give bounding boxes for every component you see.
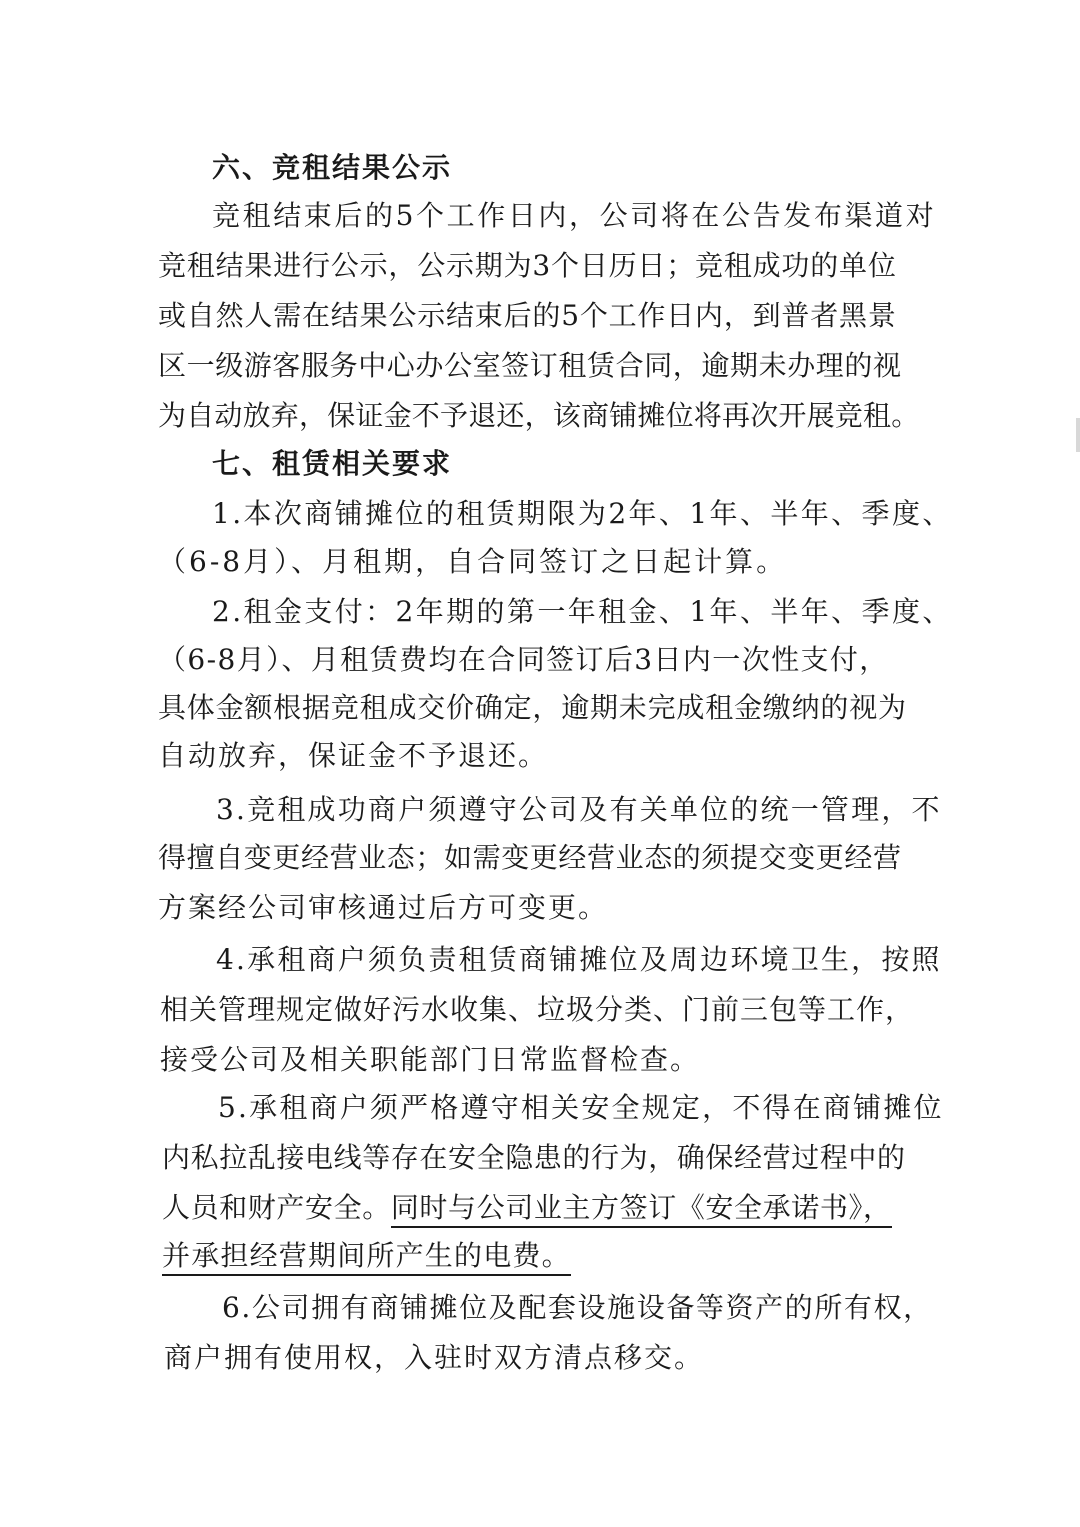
item2-line-2: （6-8月）、月租赁费均在合同签订后3日内一次性支付， bbox=[158, 643, 889, 676]
item5-underlined-text-1: 同时与公司业主方签订《安全承诺书》， bbox=[391, 1191, 892, 1228]
section6-line-5: 为自动放弃，保证金不予退还，该商铺摊位将再次开展竞租。 bbox=[158, 399, 920, 432]
section6-line-3: 或自然人需在结果公示结束后的5个工作日内，到普者黑景 bbox=[158, 299, 897, 332]
item5-line-3 bbox=[162, 1184, 892, 1232]
item2-line-3: 具体金额根据竞租成交价确定，逾期未完成租金缴纳的视为 bbox=[158, 691, 907, 724]
section-heading-6: 六、竞租结果公示 bbox=[212, 151, 453, 184]
item6-line-1: 6.公司拥有商铺摊位及配套设施设备等资产的所有权， bbox=[222, 1291, 933, 1324]
section-heading-7: 七、租赁相关要求 bbox=[212, 447, 453, 480]
scan-edge-mark bbox=[1076, 418, 1080, 452]
section6-line-2: 竞租结果进行公示，公示期为3个日历日；竞租成功的单位 bbox=[158, 249, 897, 282]
item2-line-1: 2.租金支付：2年期的第一年租金、1年、半年、季度、 bbox=[212, 595, 953, 628]
item2-line-4: 自动放弃，保证金不予退还。 bbox=[158, 739, 549, 772]
item3-line-2: 得擅自变更经营业态；如需变更经营业态的须提交变更经营 bbox=[158, 841, 902, 874]
section6-line-4: 区一级游客服务中心办公室签订租赁合同，逾期未办理的视 bbox=[158, 349, 902, 382]
item3-line-1: 3.竞租成功商户须遵守公司及有关单位的统一管理，不 bbox=[216, 793, 942, 826]
item4-line-2: 相关管理规定做好污水收集、垃圾分类、门前三包等工作， bbox=[160, 993, 915, 1026]
item5-line-4 bbox=[162, 1232, 571, 1280]
item5-line-1: 5.承租商户须严格遵守相关安全规定，不得在商铺摊位 bbox=[218, 1091, 944, 1124]
item1-line-1: 1.本次商铺摊位的租赁期限为2年、1年、半年、季度、 bbox=[212, 497, 953, 530]
item4-line-1: 4.承租商户须负责租赁商铺摊位及周边环境卫生，按照 bbox=[216, 943, 942, 976]
section6-line-1: 竞租结束后的5个工作日内，公司将在公告发布渠道对 bbox=[212, 199, 937, 232]
item1-line-2: （6-8月）、月租期，自合同签订之日起计算。 bbox=[158, 545, 788, 578]
item5-underlined-text-2: 并承担经营期间所产生的电费。 bbox=[162, 1239, 571, 1276]
item6-line-2: 商户拥有使用权，入驻时双方清点移交。 bbox=[164, 1341, 705, 1374]
item3-line-3: 方案经公司审核通过后方可变更。 bbox=[158, 891, 609, 924]
item4-line-3: 接受公司及相关职能部门日常监督检查。 bbox=[160, 1043, 701, 1076]
item5-line-3-plain: 人员和财产安全。 bbox=[162, 1191, 391, 1224]
item5-line-2: 内私拉乱接电线等存在安全隐患的行为，确保经营过程中的 bbox=[162, 1141, 906, 1174]
